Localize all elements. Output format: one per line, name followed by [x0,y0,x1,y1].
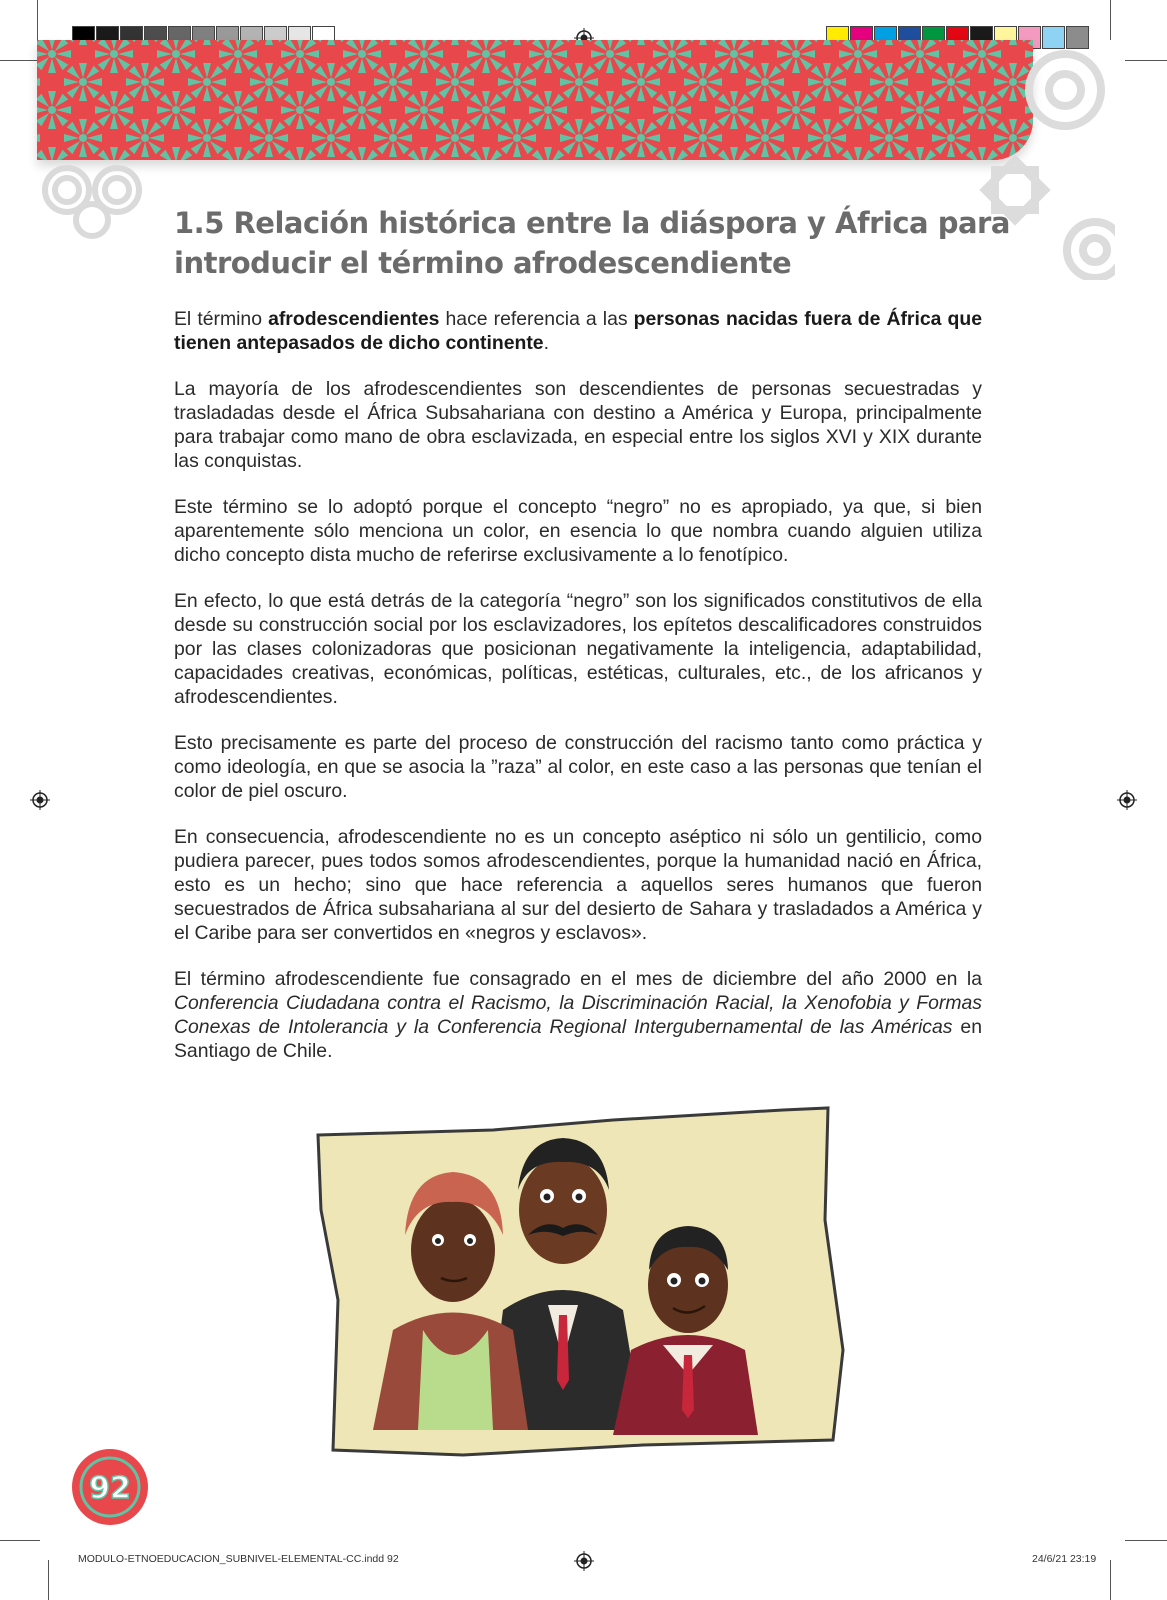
paragraph-conference [174,967,982,1063]
flower-pattern [37,40,1033,160]
registration-mark-icon [574,1551,594,1571]
text-span: El término [174,308,269,330]
registration-mark-icon [1117,790,1137,810]
crop-mark [1125,60,1167,61]
crop-mark [0,60,40,61]
text-span: El término afrodescendiente fue consagrado en el mes de diciembre del año 2000 en la [174,968,982,990]
registration-mark-icon [30,790,50,810]
paragraph: La mayoría de los afrodescendientes son descendientes de personas secuestradas y trasladadas desde el África Subsahariana con destino a América y Europa, principalmente para trabajar como mano de obra esclavizada, en especial entre los siglos XVI y XIX durante las conquistas. [174,378,982,472]
article-body [174,307,982,1085]
paragraph: Esto precisamente es parte del proceso de construcción del racismo tanto como práctica y como ideología, en que se asocia la ”raza” al color, en este caso a las personas que tenían el color de piel oscuro. [174,732,982,802]
footer-timestamp: 24/6/21 23:19 [1032,1553,1097,1565]
text-span: en Santiago de Chile. [174,1016,982,1062]
crop-mark [1125,1540,1167,1541]
crop-mark [37,0,38,40]
paragraph: En consecuencia, afrodescendiente no es un concepto aséptico ni sólo un gentilicio, como pudiera parecer, pues todos somos afrodescendientes, porque la humanidad nació en África, esto es un hecho; sino que hace referencia a aquellos seres humanos que fueron secuestrados de África subsahariana al sur del desierto de Sahara y trasladados a América y el Caribe para ser convertidos en «negros y esclavos». [174,826,982,944]
crop-mark [0,1540,40,1541]
italic-conference-name: Conferencia Ciudadana contra el Racismo, la Discriminación Racial, la Xenofobia y Formas Conexas de Intolerancia y la Conferencia Regional Intergubernamental de las Américas [174,992,982,1038]
page-number-badge [70,1447,150,1527]
text-span: . [543,332,549,354]
paragraph: En efecto, lo que está detrás de la categoría “negro” son los significados constitutivos de ella desde su construcción social por los esclavizadores, los epítetos descalificadores construidos por las clases colonizadoras que posicionan negativamente la inteligencia, adaptabilidad, capacidades creativas, económicas, políticas, estéticas, culturales, etc., de los africanos y afrodescendientes. [174,590,982,708]
crop-mark [1110,1560,1111,1600]
family-illustration [313,1100,853,1480]
decorative-banner [37,40,1033,160]
paragraph: Este término se lo adoptó porque el concepto “negro” no es apropiado, ya que, si bien aparentemente sólo menciona un color, en esencia lo que nombra cuando alguien utiliza dicho concepto dista mucho de referirse exclusivamente a lo fenotípico. [174,496,982,566]
bold-definition: personas nacidas fuera de África que tienen antepasados de dicho continente [174,308,982,354]
section-title: 1.5 Relación histórica entre la diáspora y África para introducir el término afrodescendiente [174,206,1010,280]
text-span: hace referencia a las [439,308,634,330]
crop-mark [48,1560,49,1600]
page-number: 92 [89,1471,131,1506]
swirl-ornament-left [37,160,147,240]
footer-filename: MODULO-ETNOEDUCACION_SUBNIVEL-ELEMENTAL-CC.indd 92 [78,1553,399,1565]
crop-mark [1110,0,1111,40]
bold-term: afrodescendientes [268,308,440,330]
paragraph-definition [174,307,982,355]
